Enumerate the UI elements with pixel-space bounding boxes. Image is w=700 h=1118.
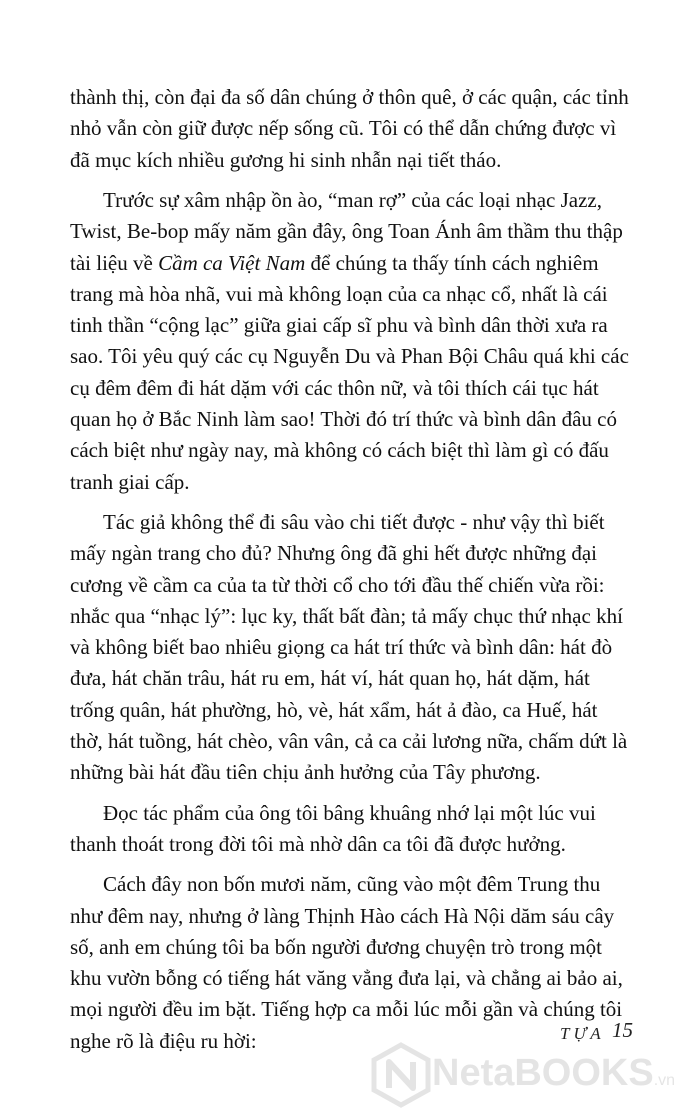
page-number: 15 <box>612 1018 633 1042</box>
text-line: trống quân, hát phường, hò, vè, hát xẩm, hát ả đào, ca Huế, hát <box>70 697 598 722</box>
text-line: nhắc qua “nhạc lý”: lục ky, thất bất đàn; tả mấy chục thứ nhạc khí <box>70 603 623 628</box>
text-line: thờ, hát tuồng, hát chèo, vân vân, cả ca cải lương nữa, chấm dứt là <box>70 729 628 753</box>
watermark-brand <box>432 1052 675 1095</box>
text-line: mọi người đều im bặt. Tiếng hợp ca mỗi lúc mỗi gần và chúng tôi <box>70 997 623 1022</box>
text-line: thanh thoát trong đời tôi mà nhờ dân ca tôi đã được hưởng. <box>70 831 566 856</box>
watermark-suffix: .vn <box>653 1072 676 1089</box>
text-line: Đọc tác phẩm của ông tôi bâng khuâng nhớ lại một lúc vui <box>103 800 596 825</box>
book-n-logo-icon <box>368 1042 434 1108</box>
text-line: Tác giả không thể đi sâu vào chi tiết được - như vậy thì biết <box>103 509 605 534</box>
text-line: đã mục kích nhiều gương hi sinh nhẫn nại tiết tháo. <box>70 147 502 172</box>
watermark <box>368 1040 688 1110</box>
text-line: cách biệt như ngày nay, mà không có cách biệt thì làm gì có đấu <box>70 438 609 463</box>
text-line: thành thị, còn đại đa số dân chúng ở thôn quê, ở các quận, các tỉnh <box>70 85 629 109</box>
text-line: sao. Tôi yêu quý các cụ Nguyễn Du và Phan Bội Châu quá khi các <box>70 344 629 369</box>
text-line: cụ đêm đêm đi hát dặm với các thôn nữ, và tôi thích cái tục hát <box>70 375 599 400</box>
running-footer-section: TỰA <box>560 1024 605 1043</box>
text-line: nghe rõ là điệu ru hời: <box>70 1028 257 1053</box>
text-line: nhỏ vẫn còn giữ được nếp sống cũ. Tôi có thể dẫn chứng được vì <box>70 116 617 141</box>
text-line: tranh giai cấp. <box>70 469 190 494</box>
text-line: tinh thần “cộng lạc” giữa giai cấp sĩ phu và bình dân thời xưa ra <box>70 313 608 338</box>
text-line: như đêm nay, nhưng ở làng Thịnh Hào cách Hà Nội dăm sáu cây <box>70 903 615 928</box>
watermark-brand-text: NetaBOOKS <box>432 1052 654 1094</box>
text-line: quan họ ở Bắc Ninh làm sao! Thời đó trí thức và bình dân đâu có <box>70 407 618 431</box>
book-title: Cầm ca Việt Nam <box>158 250 306 275</box>
text-line: số, anh em chúng tôi ba bốn người đương chuyện trò trong một <box>70 934 602 959</box>
text-line: đưa, hát chăn trâu, hát ru em, hát ví, hát quan họ, hát dặm, hát <box>70 666 590 691</box>
text-line: tài liệu về Cầm ca Việt Nam để chúng ta thấy tính cách nghiêm <box>70 250 599 275</box>
text-line: khu vườn bỗng có tiếng hát văng vẳng đưa lại, và chẳng ai bảo ai, <box>70 966 623 991</box>
text-line: Cách đây non bốn mươi năm, cũng vào một đêm Trung thu <box>103 872 601 897</box>
text-line: những bài hát đầu tiên chịu ảnh hưởng của Tây phương. <box>70 760 541 785</box>
text-line: mấy ngàn trang cho đủ? Nhưng ông đã ghi hết được những đại <box>70 541 597 566</box>
text-line: trang mà hòa nhã, vui mà không loạn của ca nhạc cổ, nhất là cái <box>70 281 608 306</box>
text-line: cương về cầm ca của ta từ thời cổ cho tới đầu thế chiến vừa rồi: <box>70 572 605 597</box>
text-line: Trước sự xâm nhập ồn ào, “man rợ” của các loại nhạc Jazz, <box>103 187 603 212</box>
text-line: và không biết bao nhiêu giọng ca hát trí thức và bình dân: hát đò <box>70 635 613 660</box>
text-line: Twist, Be-bop mấy năm gần đây, ông Toan Ánh âm thầm thu thập <box>70 219 623 244</box>
